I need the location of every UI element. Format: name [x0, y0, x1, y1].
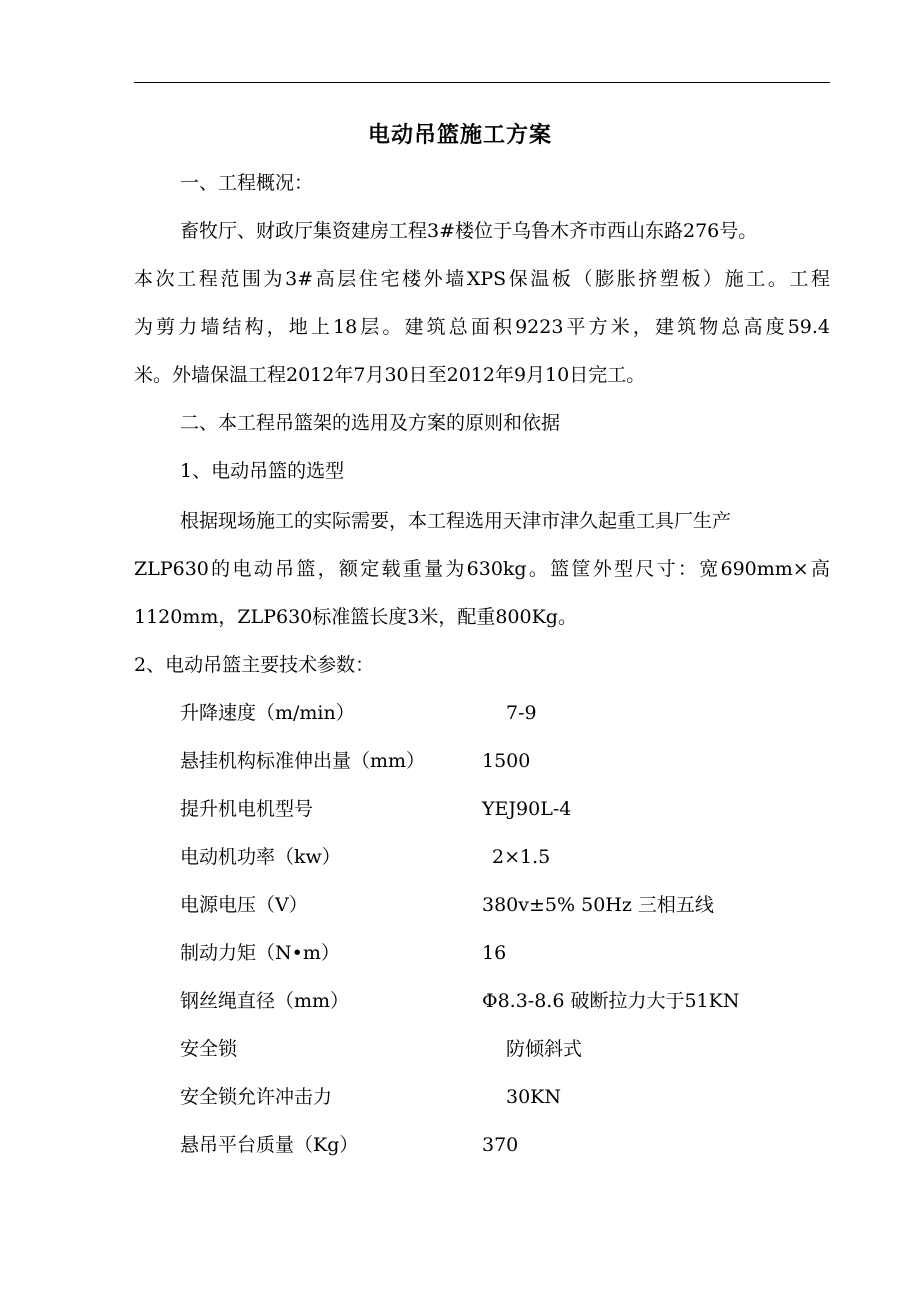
- selection-line-1: 根据现场施工的实际需要，本工程选用天津市津久起重工具厂生产: [180, 510, 732, 532]
- overview-heading: 一、工程概况：: [180, 172, 314, 194]
- overview-line-3: 为剪力墙结构，地上18层。建筑总面积9223平方米，建筑物总高度59.4: [134, 316, 830, 338]
- param-label: 制动力矩（N•m）: [180, 942, 340, 964]
- document-title: 电动吊篮施工方案: [367, 122, 552, 148]
- param-value: 防倾斜式: [506, 1038, 583, 1060]
- param-label: 提升机电机型号: [180, 798, 314, 820]
- param-value: 380v±5% 50Hz 三相五线: [482, 894, 714, 916]
- param-value: 1500: [482, 750, 531, 772]
- param-value: 16: [482, 942, 507, 964]
- param-label: 电动机功率（kw）: [180, 846, 341, 868]
- param-value: 370: [482, 1134, 519, 1156]
- params-heading: 2、电动吊篮主要技术参数：: [134, 654, 375, 676]
- overview-line-1: 畜牧厅、财政厅集资建房工程3#楼位于乌鲁木齐市西山东路276号。: [180, 220, 758, 242]
- param-label: 悬吊平台质量（Kg）: [180, 1134, 359, 1156]
- param-label: 安全锁: [180, 1038, 238, 1060]
- param-label: 钢丝绳直径（mm）: [180, 990, 350, 1012]
- param-value: 7-9: [506, 702, 537, 724]
- param-label: 安全锁允许冲击力: [180, 1086, 333, 1108]
- param-value: 30KN: [506, 1086, 561, 1108]
- param-value: 2×1.5: [492, 846, 551, 868]
- selection-heading: 1、电动吊篮的选型: [180, 460, 345, 482]
- selection-line-3: 1120mm，ZLP630标准篮长度3米，配重800Kg。: [134, 606, 577, 628]
- basis-heading: 二、本工程吊篮架的选用及方案的原则和依据: [180, 412, 561, 434]
- header-rule: [134, 82, 830, 83]
- selection-line-2: ZLP630的电动吊篮，额定载重量为630kg。篮筐外型尺寸：宽690mm×高: [134, 558, 830, 580]
- param-label: 电源电压（V）: [180, 894, 308, 916]
- param-label: 悬挂机构标准伸出量（mm）: [180, 750, 426, 772]
- overview-line-2: 本次工程范围为3#高层住宅楼外墙XPS保温板（膨胀挤塑板）施工。工程: [134, 268, 830, 290]
- param-value: Φ8.3-8.6 破断拉力大于51KN: [482, 990, 740, 1012]
- param-label: 升降速度（m/min）: [180, 702, 355, 724]
- param-value: YEJ90L-4: [482, 798, 572, 820]
- overview-line-4: 米。外墙保温工程2012年7月30日至2012年9月10日完工。: [134, 364, 646, 386]
